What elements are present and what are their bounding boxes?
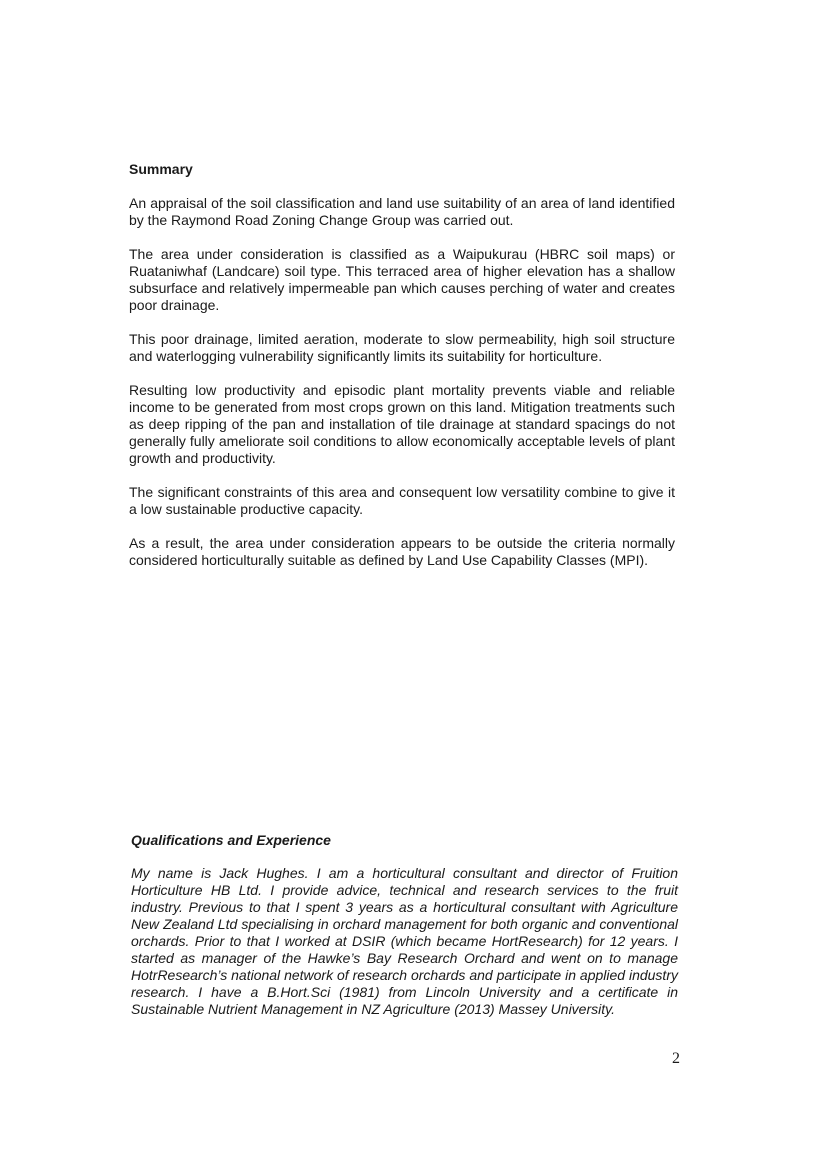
- summary-paragraph-1: An appraisal of the soil classification and land use suitability of an area of land identified by the Raymond Road Zoning Change Group was carried out.: [129, 195, 675, 228]
- qualifications-section: [131, 831, 678, 1018]
- summary-paragraph-4: Resulting low productivity and episodic plant mortality prevents viable and reliable income to be generated from most crops grown on this land. Mitigation treatments such as deep ripping of the pan and installation of tile drainage at standard spacings do not generally fully ameliorate soil conditions to allow economically acceptable levels of plant growth and productivity.: [129, 382, 675, 466]
- summary-heading: Summary: [129, 161, 193, 177]
- summary-paragraph-2: The area under consideration is classified as a Waipukurau (HBRC soil maps) or Ruataniwhaf (Landcare) soil type. This terraced area of higher elevation has a shallow subsurface and relatively impermeable pan which causes perching of water and creates poor drainage.: [129, 246, 675, 313]
- summary-paragraph-3: This poor drainage, limited aeration, moderate to slow permeability, high soil structure and waterlogging vulnerability significantly limits its suitability for horticulture.: [129, 331, 675, 364]
- summary-paragraph-5: The significant constraints of this area and consequent low versatility combine to give it a low sustainable productive capacity.: [129, 484, 675, 517]
- summary-paragraph-6: As a result, the area under consideration appears to be outside the criteria normally considered horticulturally suitable as defined by Land Use Capability Classes (MPI).: [129, 535, 675, 568]
- page-number: 2: [672, 1050, 680, 1067]
- qualifications-paragraph: My name is Jack Hughes. I am a horticultural consultant and director of Fruition Horticulture HB Ltd. I provide advice, technical and research services to the fruit industry. Previous to that I spent 3 years as a horticultural consultant with Agriculture New Zealand Ltd specialising in orchard management for both organic and conventional orchards. Prior to that I worked at DSIR (which became HortResearch) for 12 years. I started as manager of the Hawke’s Bay Research Orchard and went on to manage HotrResearch’s national network of research orchards and participate in applied industry research. I have a B.Hort.Sci (1981) from Lincoln University and a certificate in Sustainable Nutrient Management in NZ Agriculture (2013) Massey University.: [131, 865, 678, 1017]
- summary-section: [129, 160, 675, 586]
- qualifications-heading: Qualifications and Experience: [131, 832, 331, 848]
